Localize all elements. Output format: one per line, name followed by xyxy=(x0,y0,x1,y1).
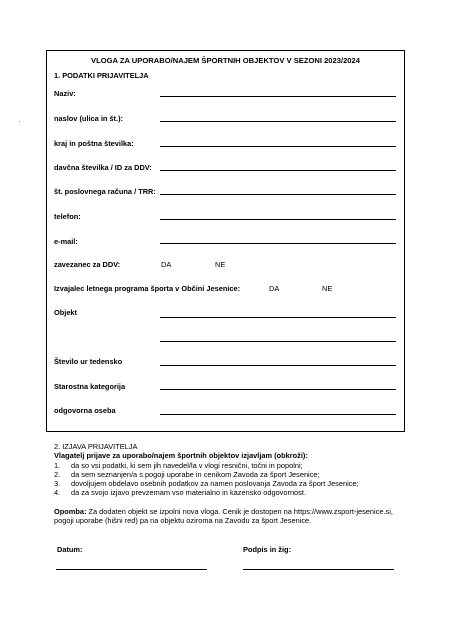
note-text-1: Za dodaten objekt se izpolni nova vloga. Cenik je dostopen na https://www.zsport-jesenice.si, xyxy=(86,507,393,516)
scan-speck xyxy=(19,121,20,122)
field-line-city[interactable] xyxy=(160,146,396,147)
declaration-item-text[interactable]: da sem seznanjen/a s pogoji uporabe in cenikom Zavoda za šport Jesenice; xyxy=(71,470,320,479)
field-label-name: Naziv: xyxy=(54,89,76,98)
signature-line[interactable] xyxy=(243,569,394,570)
age-category-label: Starostna kategorija xyxy=(54,382,126,391)
age-category-line[interactable] xyxy=(160,389,396,390)
field-label-city: kraj in poštna številka: xyxy=(54,139,134,148)
responsible-person-label: odgovorna oseba xyxy=(54,406,116,415)
signature-label: Podpis in žig: xyxy=(243,545,292,554)
form-frame xyxy=(46,50,405,432)
declaration-item-num: 1. xyxy=(54,461,61,470)
field-label-address: naslov (ulica in št.): xyxy=(54,114,123,123)
field-label-tax-id: davčna številka / ID za DDV: xyxy=(54,163,152,172)
object-line-2[interactable] xyxy=(160,341,396,342)
program-yes-option[interactable]: DA xyxy=(269,284,280,293)
field-label-email: e-mail: xyxy=(54,237,78,246)
field-line-name[interactable] xyxy=(160,96,396,97)
date-label: Datum: xyxy=(57,545,83,554)
weekly-hours-label: Število ur tedensko xyxy=(54,357,123,366)
declaration-item-text[interactable]: dovoljujem obdelavo osebnih podatkov za namen poslovanja Zavoda za šport Jesenice; xyxy=(71,479,359,488)
form-title: VLOGA ZA UPORABO/NAJEM ŠPORTNIH OBJEKTOV V SEZONI 2023/2024 xyxy=(91,56,360,65)
field-line-address[interactable] xyxy=(160,121,396,122)
vat-yes-option[interactable]: DA xyxy=(161,260,172,269)
declaration-item-text[interactable]: da so vsi podatki, ki sem jih navedel/la v vlogi resnični, točni in popolni; xyxy=(71,461,303,470)
declaration-item-num: 4. xyxy=(54,488,61,497)
object-line-1[interactable] xyxy=(160,317,396,318)
field-line-account[interactable] xyxy=(160,194,396,195)
object-label: Objekt xyxy=(54,308,77,317)
weekly-hours-line[interactable] xyxy=(160,365,396,366)
field-label-phone: telefon: xyxy=(54,212,81,221)
section2-heading: 2. IZJAVA PRIJAVITELJA xyxy=(54,442,138,451)
declaration-intro: Vlagatelj prijave za uporabo/najem športnih objektov izjavljam (obkroži): xyxy=(54,451,308,460)
vat-no-option[interactable]: NE xyxy=(215,260,226,269)
field-line-tax-id[interactable] xyxy=(160,170,396,171)
section1-heading: 1. PODATKI PRIJAVITELJA xyxy=(54,71,149,80)
date-line[interactable] xyxy=(56,569,207,570)
program-provider-label: Izvajalec letnega programa športa v Občini Jesenice: xyxy=(54,284,241,293)
field-label-account: št. poslovnega računa / TRR: xyxy=(54,187,156,196)
field-line-email[interactable] xyxy=(160,243,396,244)
declaration-item-num: 3. xyxy=(54,479,61,488)
declaration-item-num: 2. xyxy=(54,470,61,479)
note-line-2: pogoji uporabe (hišni red) pa na objektu oziroma na Zavodu za šport Jesenice. xyxy=(54,516,312,525)
note-label: Opomba: xyxy=(54,507,87,516)
declaration-item-text[interactable]: da za svojo izjavo prevzemam vso materialno in kazensko odgovornost. xyxy=(71,488,306,497)
vat-liable-label: zavezanec za DDV: xyxy=(54,260,121,269)
responsible-person-line[interactable] xyxy=(160,414,396,415)
note-line-1 xyxy=(54,507,393,516)
field-line-phone[interactable] xyxy=(160,219,396,220)
program-no-option[interactable]: NE xyxy=(322,284,333,293)
